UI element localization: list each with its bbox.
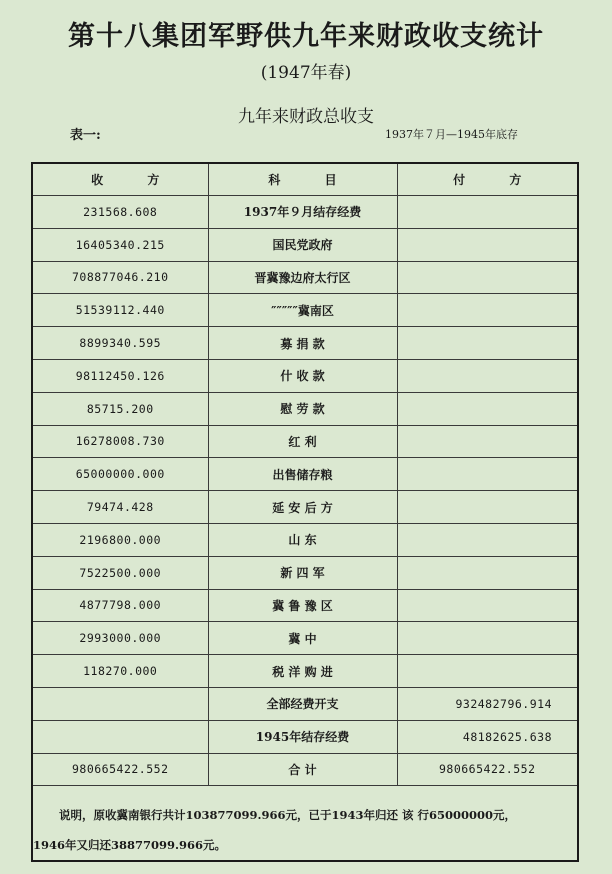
item-cell: 延 安 后 方	[208, 491, 397, 524]
payment-cell	[397, 622, 577, 655]
item-cell: 全部经费开支	[208, 687, 397, 720]
payment-cell	[397, 655, 577, 688]
item-cell: 1937年９月结存经费	[208, 196, 397, 229]
income-cell: 7522500.000	[33, 556, 208, 589]
item-cell: 山 东	[208, 523, 397, 556]
payment-cell: 932482796.914	[397, 687, 577, 720]
item-cell: ″″″″″冀南区	[208, 294, 397, 327]
item-cell: 晋冀豫边府太行区	[208, 261, 397, 294]
income-cell: 708877046.210	[33, 261, 208, 294]
item-cell: 合 计	[208, 753, 397, 786]
income-cell: 65000000.000	[33, 458, 208, 491]
table-row	[33, 425, 577, 458]
table-row	[33, 458, 577, 491]
income-cell: 16405340.215	[33, 228, 208, 261]
payment-cell: 980665422.552	[397, 753, 577, 786]
header-income: 收 方	[33, 164, 208, 196]
note-line-1: 说明，原收冀南银行共计103877099.966元，已于1943年归还 该 行65000000元，	[59, 808, 517, 823]
income-cell: 8899340.595	[33, 327, 208, 360]
payment-cell	[397, 294, 577, 327]
payment-cell: 48182625.638	[397, 720, 577, 753]
income-cell: 980665422.552	[33, 753, 208, 786]
income-cell: 16278008.730	[33, 425, 208, 458]
payment-cell	[397, 392, 577, 425]
income-cell: 85715.200	[33, 392, 208, 425]
table-row	[33, 392, 577, 425]
payment-cell	[397, 327, 577, 360]
table-row	[33, 196, 577, 229]
item-cell: 国民党政府	[208, 228, 397, 261]
item-cell: 冀 中	[208, 622, 397, 655]
payment-cell	[397, 458, 577, 491]
item-cell: 慰 劳 款	[208, 392, 397, 425]
document-subtitle: (1947年春)	[260, 63, 352, 83]
table-row	[33, 589, 577, 622]
table-row	[33, 491, 577, 524]
table-row	[33, 655, 577, 688]
table-row	[33, 261, 577, 294]
note	[33, 786, 577, 860]
income-cell	[33, 687, 208, 720]
payment-cell	[397, 359, 577, 392]
table-row	[33, 753, 577, 786]
table-row	[33, 687, 577, 720]
item-cell: 冀 鲁 豫 区	[208, 589, 397, 622]
item-cell: 税 洋 购 进	[208, 655, 397, 688]
payment-cell	[397, 523, 577, 556]
income-cell: 98112450.126	[33, 359, 208, 392]
table-row	[33, 294, 577, 327]
income-cell: 231568.608	[33, 196, 208, 229]
income-cell: 2993000.000	[33, 622, 208, 655]
item-cell: 募 捐 款	[208, 327, 397, 360]
item-cell: 新 四 军	[208, 556, 397, 589]
income-cell: 2196800.000	[33, 523, 208, 556]
finance-grid	[33, 164, 577, 786]
table-title: 九年来财政总收支	[238, 107, 374, 127]
income-cell: 4877798.000	[33, 589, 208, 622]
table-row	[33, 622, 577, 655]
payment-cell	[397, 425, 577, 458]
table-row	[33, 359, 577, 392]
date-range: 1937年７月—1945年底存	[385, 128, 518, 141]
item-cell: 出售储存粮	[208, 458, 397, 491]
income-cell: 51539112.440	[33, 294, 208, 327]
table-row	[33, 228, 577, 261]
document-title: 第十八集团军野供九年来财政收支统计	[68, 21, 544, 52]
payment-cell	[397, 589, 577, 622]
item-cell: 红 利	[208, 425, 397, 458]
item-cell: 1945年结存经费	[208, 720, 397, 753]
payment-cell	[397, 196, 577, 229]
header-item: 科 目	[208, 164, 397, 196]
table-label: 表一:	[70, 128, 101, 143]
payment-cell	[397, 261, 577, 294]
income-cell: 118270.000	[33, 655, 208, 688]
payment-cell	[397, 491, 577, 524]
item-cell: 什 收 款	[208, 359, 397, 392]
payment-cell	[397, 556, 577, 589]
table-row	[33, 327, 577, 360]
income-cell	[33, 720, 208, 753]
table-row	[33, 720, 577, 753]
income-cell: 79474.428	[33, 491, 208, 524]
finance-table	[31, 162, 579, 862]
table-row	[33, 523, 577, 556]
header-row	[33, 164, 577, 196]
note-line-2: 1946年又归还38877099.966元。	[33, 838, 227, 853]
header-payment: 付 方	[397, 164, 577, 196]
table-row	[33, 556, 577, 589]
payment-cell	[397, 228, 577, 261]
